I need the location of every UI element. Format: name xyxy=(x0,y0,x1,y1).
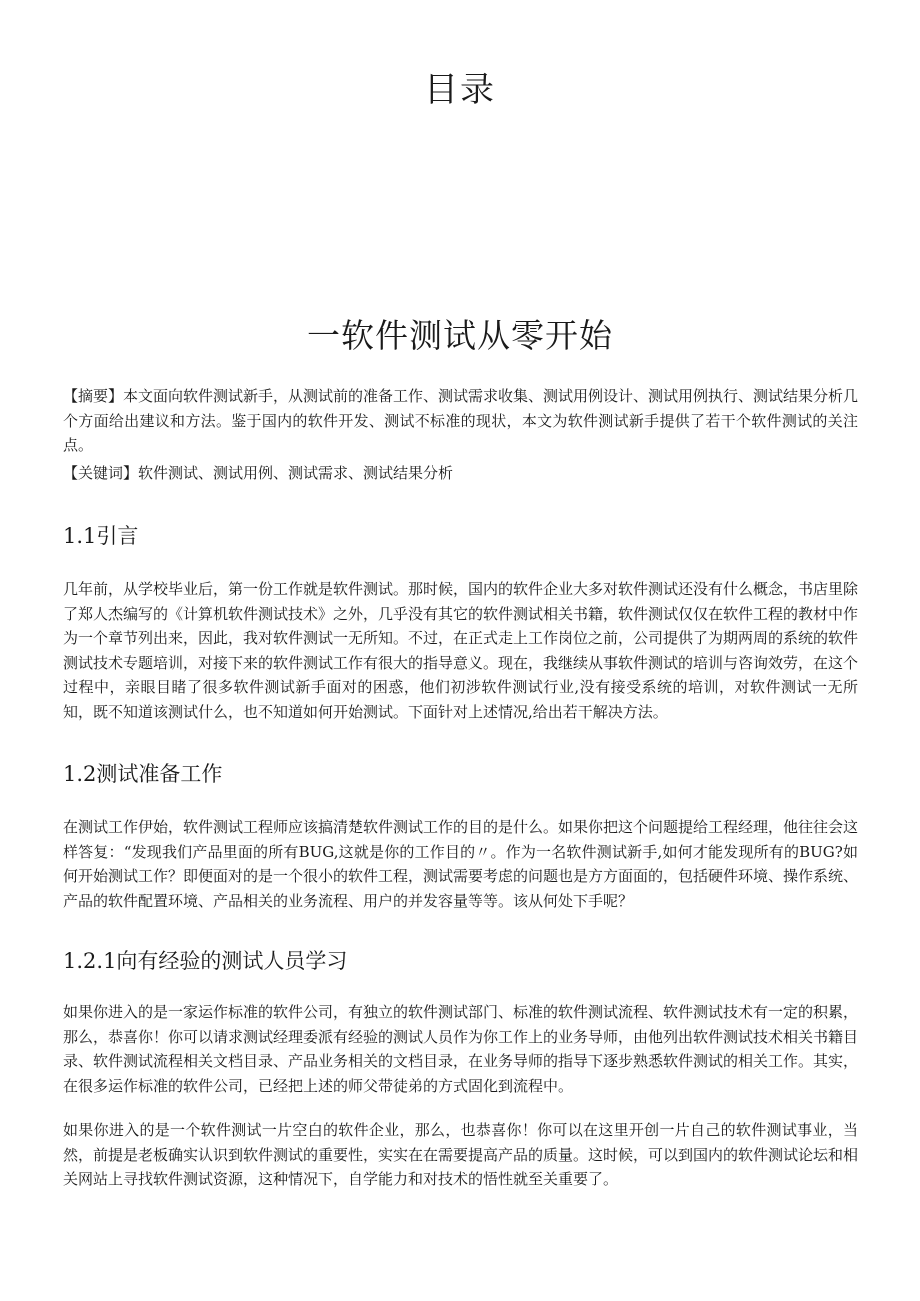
abstract-paragraph: 【摘要】本文面向软件测试新手，从测试前的准备工作、测试需求收集、测试用例设计、测试用例执行、测试结果分析几个方面给出建议和方法。鉴于国内的软件开发、测试不标准的现状，本文为软件测试新手提供了若干个软件测试的关注点。 xyxy=(63,387,859,454)
keywords-paragraph: 【关键词】软件测试、测试用例、测试需求、测试结果分析 xyxy=(63,464,454,482)
section-heading-preparation: 1.2测试准备工作 xyxy=(63,762,223,786)
section-learn-paragraph-1: 如果你进入的是一家运作标准的软件公司，有独立的软件测试部门、标准的软件测试流程、软件测试技术有一定的积累，那么，恭喜你！你可以请求测试经理委派有经验的测试人员作为你工作上的业务导师，由他列出软件测试技术相关书籍目录、软件测试流程相关文档目录、产品业务相关的文档目录，在业务导师的指导下逐步熟悉软件测试的相关工作。其实，在很多运作标准的软件公司，已经把上述的师父带徒弟的方式固化到流程中。 xyxy=(63,1003,859,1095)
section-learn-paragraph-2: 如果你进入的是一个软件测试一片空白的软件企业，那么，也恭喜你！你可以在这里开创一片自己的软件测试事业，当然，前提是老板确实认识到软件测试的重要性，实实在在需要提高产品的质量。这时候，可以到国内的软件测试论坛和相关网站上寻找软件测试资源，这种情况下，自学能力和对技术的悟性就至关重要了。 xyxy=(63,1121,859,1188)
section-heading-learn: 1.2.1向有经验的测试人员学习 xyxy=(63,949,348,973)
section-heading-intro: 1.1引言 xyxy=(63,524,139,548)
section-intro-paragraph: 几年前，从学校毕业后，第一份工作就是软件测试。那时候，国内的软件企业大多对软件测试还没有什么概念，书店里除了郑人杰编写的《计算机软件测试技术》之外，几乎没有其它的软件测试相关书籍，软件测试仅仅在软件工程的教材中作为一个章节列出来，因此，我对软件测试一无所知。不过，在正式走上工作岗位之前，公司提供了为期两周的系统的软件测试技术专题培训，对接下来的软件测试工作有很大的指导意义。现在，我继续从事软件测试的培训与咨询效劳，在这个过程中，亲眼目睹了很多软件测试新手面对的困惑，他们初涉软件测试行业,没有接受系统的培训，对软件测试一无所知，既不知道该测试什么，也不知道如何开始测试。下面针对上述情况,给出若干解决方法。 xyxy=(63,580,859,721)
toc-title: 目录 xyxy=(424,70,496,110)
section-preparation-paragraph: 在测试工作伊始，软件测试工程师应该搞清楚软件测试工作的目的是什么。如果你把这个问题提给工程经理，他往往会这样答复：“发现我们产品里面的所有BUG,这就是你的工作目的〃。作为一名软件测试新手,如何才能发现所有的BUG?如何开始测试工作？即便面对的是一个很小的软件工程，测试需要考虑的问题也是方方面面的，包括硬件环境、操作系统、产品的软件配置环境、产品相关的业务流程、用户的并发容量等等。该从何处下手呢？ xyxy=(63,818,859,910)
document-title: 一软件测试从零开始 xyxy=(307,316,613,355)
